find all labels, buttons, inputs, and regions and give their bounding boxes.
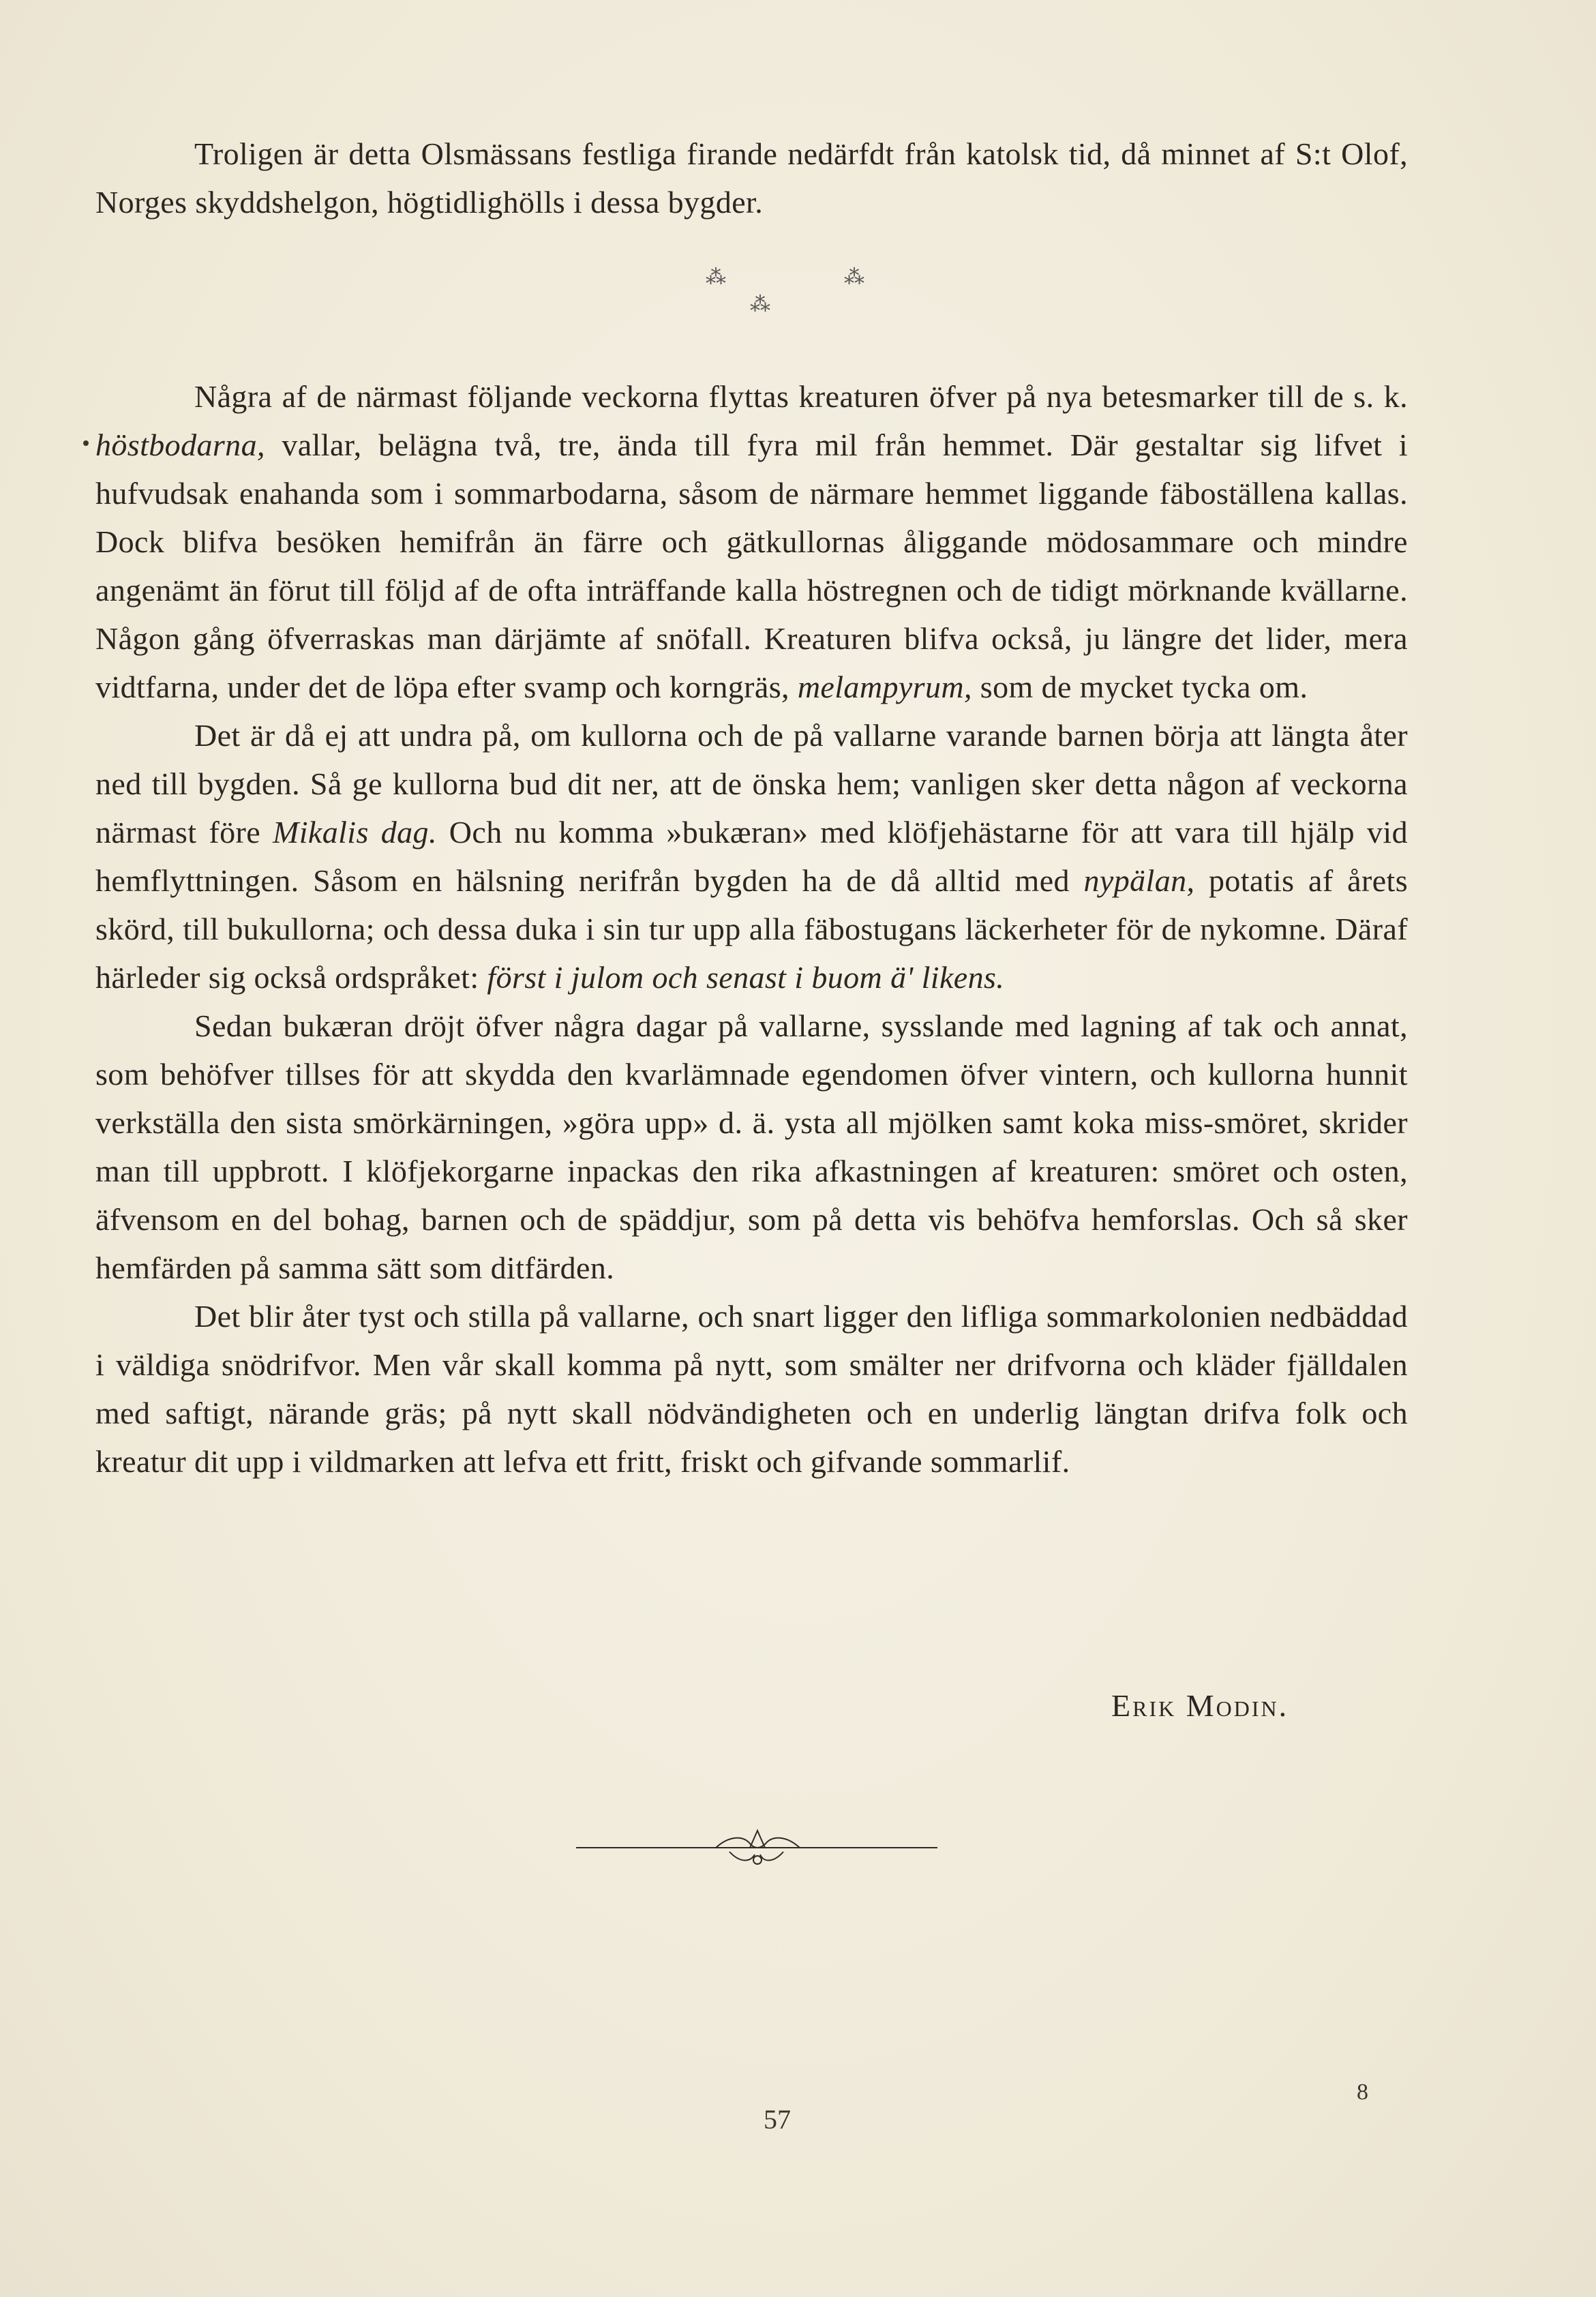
text-run: vallar, belägna två, tre, ända till fyra mil från hemmet. Där gestaltar sig lifvet i hufvudsak enahanda som i sommarbodarna, såsom de närmare hemmet liggande fäboställena kallas. Dock blifva besöken hemifrån än färre och gätkullornas åliggande mödosammare och mindre angenämt än förut till följd af de ofta inträffande kalla höstregnen och de tidigt mörknande kvällarne. Någon gång öfverraskas man därjämte af snöfall. Kreaturen blifva också, ju längre det lider, mera vidtfarna, under det de löpa efter svamp och korngräs, (95, 427, 1408, 704)
text-run: potatis af årets skörd, till bukullorna; och dessa duka i sin tur upp alla fäbostugans läckerheter för de nykomne. Däraf härleder sig också ordspråket: (95, 863, 1408, 995)
page-number: 57 (764, 2104, 791, 2135)
italic-term: höstbodarna, (95, 427, 265, 462)
paragraph (95, 130, 1408, 226)
asterism-star-right: ⁂ (844, 266, 864, 288)
ornament-divider (576, 1820, 937, 1875)
italic-term: Mikalis dag. (273, 815, 437, 850)
text-run: Och nu komma »bukæran» med klöfjehästarne för att vara till hjälp vid hemflyttningen. Såsom en hälsning nerifrån bygden ha de då alltid med (95, 815, 1409, 898)
signature-mark: 8 (1357, 2080, 1368, 2105)
asterism-star-left: ⁂ (706, 266, 726, 288)
italic-term: nypälan, (1083, 863, 1195, 898)
paragraph-1 (95, 130, 1408, 226)
author-signature: Erik Modin. (1111, 1688, 1289, 1723)
text-run: som de mycket tycka om. (972, 670, 1308, 704)
paragraph (95, 1002, 1408, 1292)
text-run: Det blir åter tyst och stilla på vallarne, och snart ligger den lifliga sommarkolonien nedbäddad i väldiga snödrifvor. Men vår skall komma på nytt, som smälter ner drifvorna och kläder fjälldalen med saftigt, närande gräs; på nytt skall nödvändigheten och en underlig längtan drifva folk och kreatur dit upp i vildmarken att lefva ett fritt, friskt och gifvande sommarlif. (95, 1299, 1408, 1479)
text-run: Några af de närmast följande veckorna flyttas kreaturen öfver på nya betesmarker till de s. k. (194, 379, 1408, 414)
margin-mark (83, 440, 89, 446)
italic-term: melampyrum, (797, 670, 972, 704)
text-run: Sedan bukæran dröjt öfver några dagar på vallarne, sysslande med lagning af tak och annat, som behöfver tillses för att skydda den kvarlämnade egendomen öfver vintern, och kullorna hunnit verkställa den sista smörkärningen, »göra upp» d. ä. ysta all mjölken samt koka miss-smöret, skrider man till uppbrott. I klöfjekorgarne inpackas den rika afkastningen af kreaturen: smöret och osten, äfvensom en del bohag, barnen och de späddjur, som på detta vis behöfva hemforslas. Och så sker hemfärden på samma sätt som ditfärden. (95, 1008, 1408, 1285)
text-run: Det är då ej att undra på, om kullorna och de på vallarne varande barnen börja att längta åter ned till bygden. Så ge kullorna bud dit ner, att de önska hem; vanligen sker detta någon af veckorna närmast före (95, 718, 1408, 850)
asterism-star-bottom: ⁂ (750, 293, 770, 316)
paragraph (95, 1292, 1408, 1486)
paragraph (95, 372, 1408, 711)
italic-term: först i julom och senast i buom ä' likens. (487, 960, 1005, 995)
text-run: Troligen är detta Olsmässans festliga firande nedärfdt från katolsk tid, då minnet af S:t Olof, Norges skyddshelgon, högtidlighölls i dessa bygder. (95, 136, 1408, 220)
main-text (95, 372, 1408, 1486)
paragraph (95, 711, 1408, 1002)
